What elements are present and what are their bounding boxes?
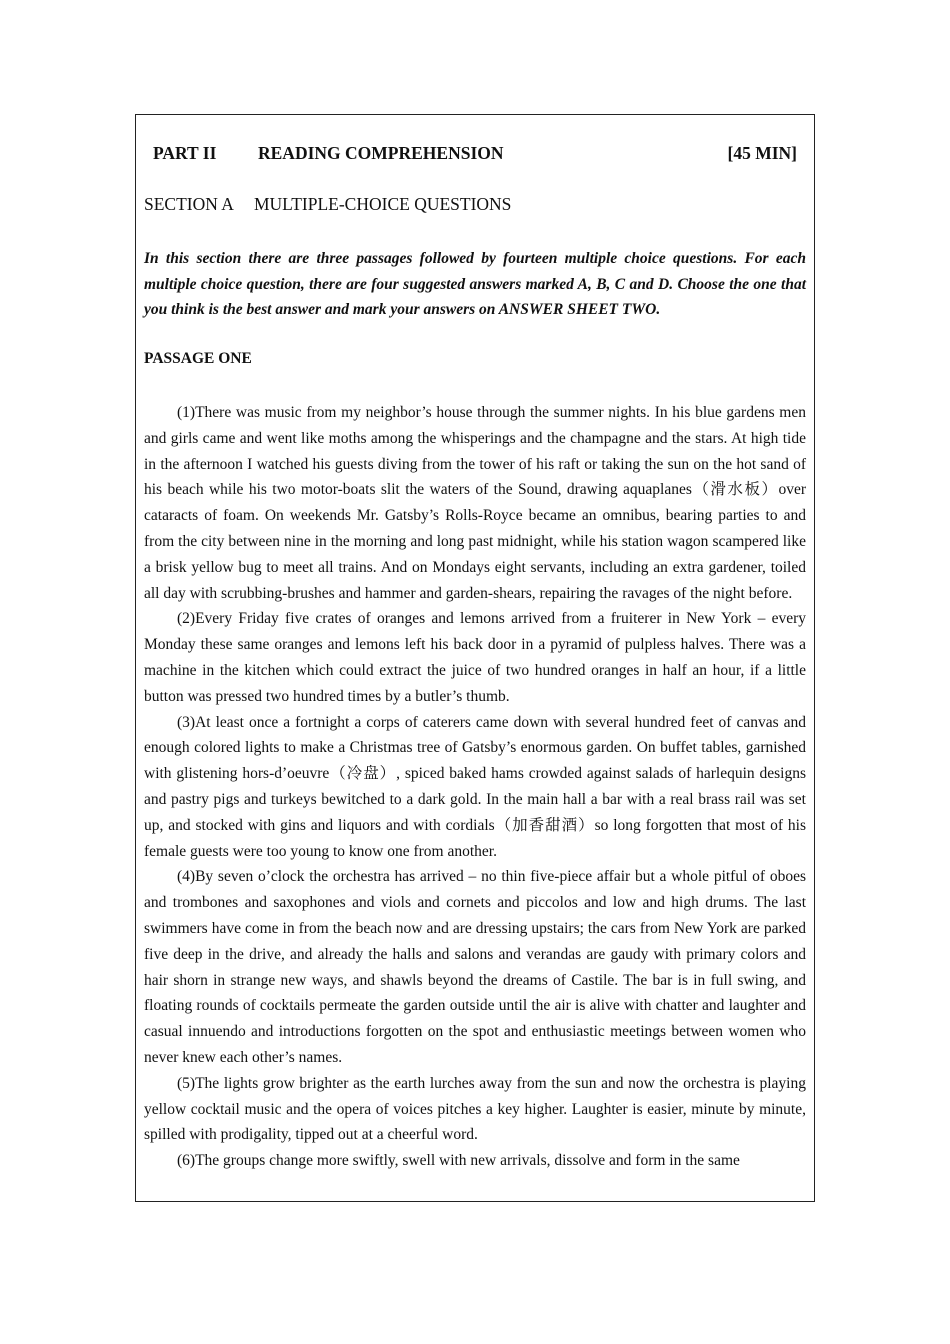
part-header	[153, 143, 797, 167]
part-title: READING COMPREHENSION	[258, 143, 504, 163]
exam-page-frame	[135, 114, 815, 1202]
section-label: SECTION A	[144, 194, 234, 214]
passage-title: PASSAGE ONE	[144, 350, 252, 367]
paragraph: (2)Every Friday five crates of oranges and lemons arrived from a fruiterer in New York – every Monday these same oranges and lemons left his back door in a pyramid of pulpless halves. There was a machine in the kitchen which could extract the juice of two hundred oranges in half an hour, if a little button was pressed two hundred times by a butler’s thumb.	[144, 610, 806, 705]
paragraph: (1)There was music from my neighbor’s house through the summer nights. In his blue gardens men and girls came and went like moths among the whisperings and the champagne and the stars. At high tide in the afternoon I watched his guests diving from the tower of his raft or taking the sun on the hot sand of his beach while his two motor-boats slit the waters of the Sound, drawing aquaplanes（滑水板）over cataracts of foam. On weekends Mr. Gatsby’s Rolls-Royce became an omnibus, bearing parties to and from the city between nine in the morning and long past midnight, while his station wagon scampered like a brisk yellow bug to meet all trains. And on Mondays eight servants, including an extra gardener, toiled all day with scrubbing-brushes and hammer and garden-shears, repairing the ravages of the night before.	[144, 404, 806, 602]
paragraph: (6)The groups change more swiftly, swell with new arrivals, dissolve and form in the same	[177, 1152, 740, 1170]
section-title: MULTIPLE-CHOICE QUESTIONS	[253, 194, 512, 214]
section-heading	[144, 194, 511, 215]
paragraph: (3)At least once a fortnight a corps of caterers came down with several hundred feet of canvas and enough colored lights to make a Christmas tree of Gatsby’s enormous garden. On buffet tables, garnished with glistening hors-d’oeuvre（冷盘）, spiced baked hams crowded against salads of harlequin designs and pastry pigs and turkeys bewitched to a dark gold. In the main hall a bar with a real brass rail was set up, and stocked with gins and liquors and with cordials（加香甜酒）so long forgotten that most of his female guests were too young to know one from another.	[144, 713, 806, 860]
paragraph: (4)By seven o’clock the orchestra has arrived – no thin five-piece affair but a whole pitful of oboes and trombones and saxophones and viols and cornets and piccolos and low and high drums. The last swimmers have come in from the beach now and are dressing upstairs; the cars from New York are parked five deep in the drive, and already the halls and salons and verandas are gaudy with primary colors and hair shorn in strange new ways, and shawls beyond the dreams of Castile. The bar is in full swing, and floating rounds of cocktails permeate the garden outside until the air is alive with chatter and laughter and casual innuendo and introductions forgotten on the spot and enthusiastic meetings between women who never knew each other’s names.	[144, 868, 806, 1066]
paragraph: (5)The lights grow brighter as the earth lurches away from the sun and now the orchestra is playing yellow cocktail music and the opera of voices pitches a key higher. Laughter is easier, minute by minute, spilled with prodigality, tipped out at a cheerful word.	[144, 1074, 806, 1144]
passage-body	[144, 400, 806, 1174]
time-limit: [45 MIN]	[727, 143, 797, 163]
instructions: In this section there are three passages followed by fourteen multiple choice questions. For each multiple choice question, there are four suggested answers marked A, B, C and D. Choose the one that you think is the best answer and mark your answers on ANSWER SHEET TWO.	[144, 250, 806, 319]
part-number: PART II	[153, 143, 217, 163]
